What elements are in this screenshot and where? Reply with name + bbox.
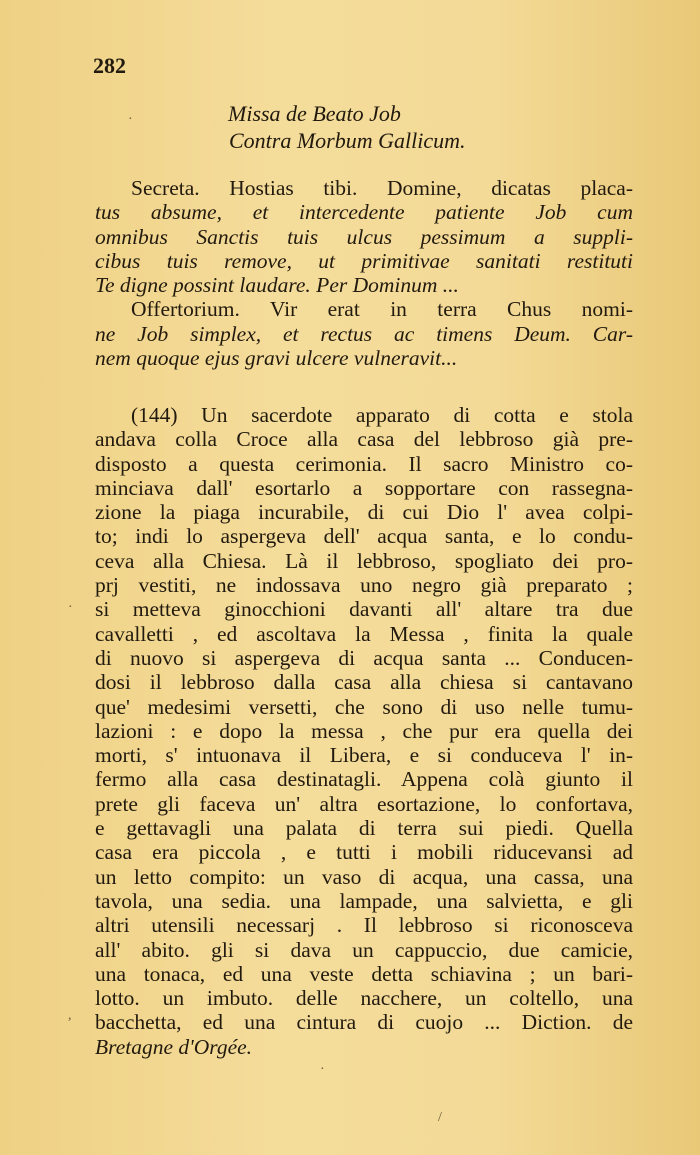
stray-mark: · bbox=[320, 1062, 325, 1077]
note-line: to; indi lo aspergeva dell' acqua santa, e lo condu- bbox=[95, 524, 633, 549]
note-line: casa era piccola , e tutti i mobili riducevansi ad bbox=[95, 840, 633, 865]
note-line: all' abito. gli si dava un cappuccio, due camicie, bbox=[95, 937, 633, 962]
note-line: minciava dall' esortarlo a sopportare con rassegna- bbox=[95, 475, 633, 500]
note-line: que' medesimi versetti, che sono di uso nelle tumu- bbox=[95, 694, 633, 719]
note-line: ceva alla Chiesa. Là il lebbroso, spogliato dei pro- bbox=[95, 548, 633, 573]
secreta-line: Secreta. Hostias tibi. Domine, dicatas placa- bbox=[131, 176, 633, 200]
footnote-144 bbox=[95, 403, 633, 1059]
note-line: zione la piaga incurabile, di cui Dio l' avea colpi- bbox=[95, 500, 633, 525]
note-line: un letto compito: un vaso di acqua, una cassa, una bbox=[95, 864, 633, 889]
note-line: altri utensili necessarj . Il lebbroso si riconosceva bbox=[95, 913, 633, 938]
latin-prayers bbox=[95, 176, 633, 370]
stray-mark: , bbox=[68, 1008, 72, 1023]
note-line: disposto a questa cerimonia. Il sacro Ministro co- bbox=[95, 451, 633, 476]
offertorium-line: Offertorium. Vir erat in terra Chus nomi- bbox=[131, 297, 633, 322]
stray-mark: / bbox=[438, 1110, 442, 1125]
note-line: prete gli faceva un' altra esortazione, lo confortava, bbox=[95, 791, 633, 816]
note-line: bacchetta, ed una cintura di cuojo ... Diction. de bbox=[95, 1010, 633, 1035]
title-line-2: Contra Morbum Gallicum. bbox=[229, 128, 466, 153]
note-line: e gettavagli una palata di terra sui piedi. Quella bbox=[95, 816, 633, 841]
secreta-line: tus absume, et intercedente patiente Job cum bbox=[95, 200, 633, 225]
secreta-line: Te digne possint laudare. Per Dominum ... bbox=[95, 273, 459, 298]
note-line: morti, s' intuonava il Libera, e si conduceva l' in- bbox=[95, 743, 633, 768]
note-line: lazioni : e dopo la messa , che pur era quella dei bbox=[95, 718, 633, 743]
mass-title bbox=[228, 100, 466, 154]
offertorium-line: ne Job simplex, et rectus ac timens Deum. Car- bbox=[95, 321, 633, 346]
note-line: fermo alla casa destinatagli. Appena colà giunto il bbox=[95, 767, 633, 792]
secreta-line: cibus tuis remove, ut primitivae sanitati restituti bbox=[95, 248, 633, 273]
note-line: prj vestiti, ne indossava uno negro già preparato ; bbox=[95, 573, 633, 598]
note-line: (144) Un sacerdote apparato di cotta e stola bbox=[131, 403, 633, 427]
offertorium-line: nem quoque ejus gravi ulcere vulneravit... bbox=[95, 346, 458, 371]
note-line: tavola, una sedia. una lampade, una salvietta, e gli bbox=[95, 888, 633, 913]
page-number: 282 bbox=[93, 53, 126, 78]
note-line: Bretagne d'Orgée. bbox=[95, 1034, 253, 1059]
note-line: dosi il lebbroso dalla casa alla chiesa si cantavano bbox=[95, 670, 633, 695]
note-line: lotto. un imbuto. delle nacchere, un coltello, una bbox=[95, 986, 633, 1011]
note-line: di nuovo si aspergeva di acqua santa ... Conducen- bbox=[95, 645, 633, 670]
title-line-1: Missa de Beato Job bbox=[228, 101, 401, 126]
stray-mark: · bbox=[68, 600, 73, 615]
stray-mark: · bbox=[128, 112, 133, 127]
note-line: una tonaca, ed una veste detta schiavina ; un bari- bbox=[95, 961, 633, 986]
note-line: cavalletti , ed ascoltava la Messa , finita la quale bbox=[95, 621, 633, 646]
secreta-line: omnibus Sanctis tuis ulcus pessimum a suppli- bbox=[95, 224, 633, 249]
note-line: andava colla Croce alla casa del lebbroso già pre- bbox=[95, 427, 633, 452]
note-line: si metteva ginocchioni davanti all' altare tra due bbox=[95, 597, 633, 622]
